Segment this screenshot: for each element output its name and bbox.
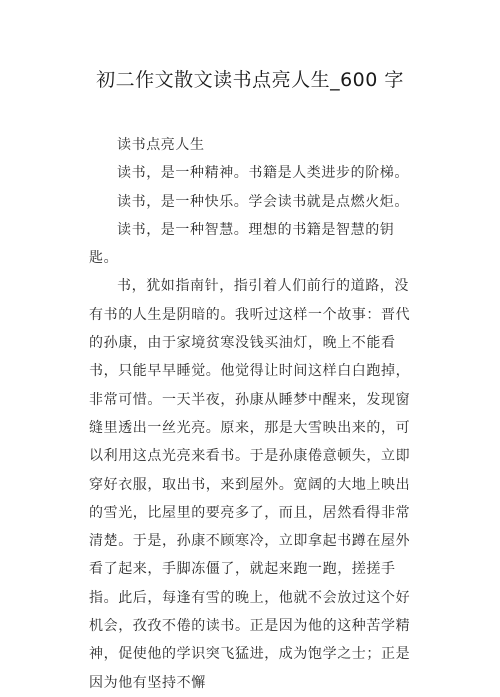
article-paragraph-2: 读书，是一种快乐。学会读书就是点燃火炬。 [117,193,409,210]
article-paragraph-1: 读书，是一种精神。书籍是人类进步的阶梯。 [117,165,409,182]
article-body [89,131,423,697]
article-paragraph-4: 书，犹如指南针，指引着人们前行的道路，没有书的人生是阴暗的。我听过这样一个故事：晋代的孙康，由于家境贫寒没钱买油灯，晚上不能看书，只能早早睡觉。他觉得让时间这样白白跑掉，非常可惜。一天半夜，孙康从睡梦中醒来，发现窗缝里透出一丝光亮。原来，那是大雪映出来的，可以利用这点光亮来看书。于是孙康倦意顿失，立即穿好衣服，取出书，来到屋外。宽阔的大地上映出的雪光，比屋里的要亮多了，而且，居然看得非常清楚。于是，孙康不顾寒冷，立即拿起书蹲在屋外看了起来，手脚冻僵了，就起来跑一跑，搓搓手指。此后，每逢有雪的晚上，他就不会放过这个好机会，孜孜不倦的读书。正是因为他的这种苦学精神，促使他的学识突飞猛进，成为饱学之士；正是因为他有坚持不懈 [89,278,411,691]
document-title: 初二作文散文读书点亮人生_600 字 [96,69,404,91]
article-paragraph-3: 读书，是一种智慧。理想的书籍是智慧的钥匙。 [89,221,395,267]
article-subtitle: 读书点亮人生 [117,137,205,153]
